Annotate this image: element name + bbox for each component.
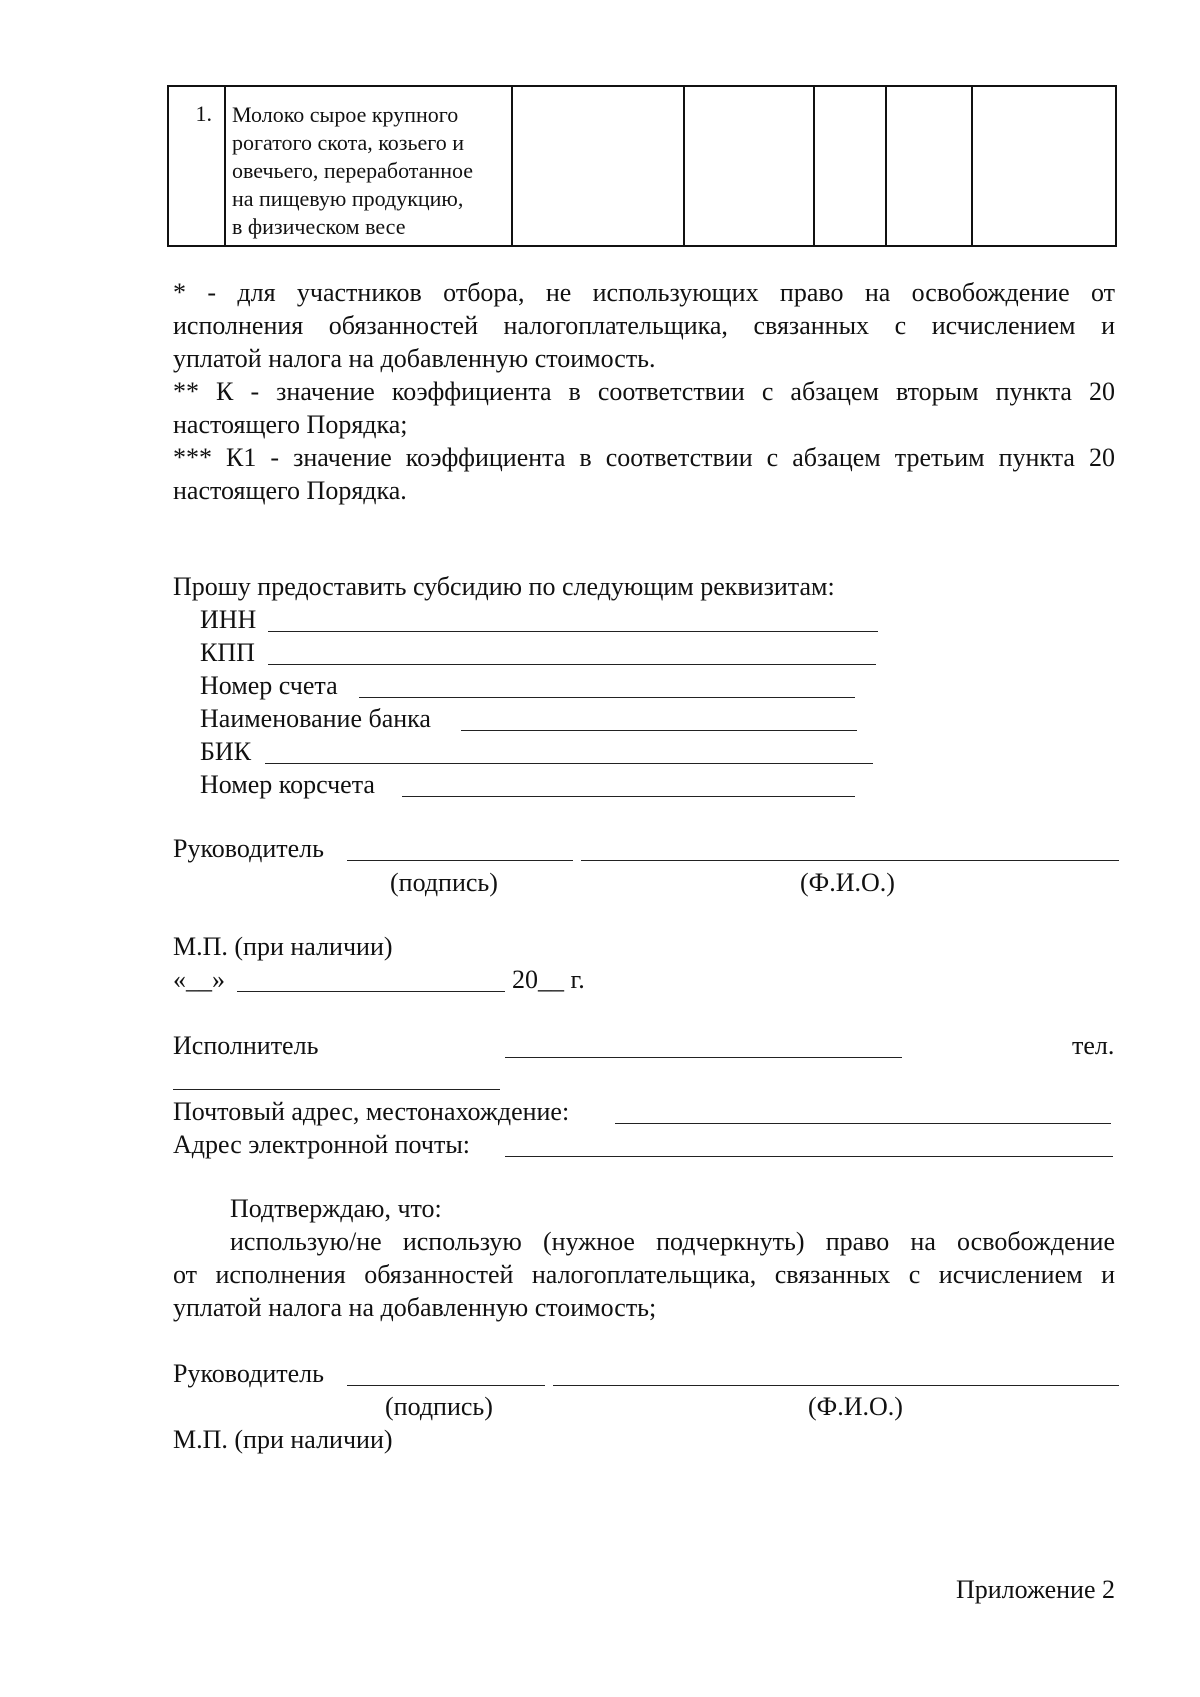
date-month-field[interactable] (237, 991, 505, 992)
row-number: 1. (168, 86, 225, 246)
confirm-line: уплатой налога на добавленную стоимость; (173, 1293, 657, 1322)
corr-account-field[interactable] (402, 796, 855, 797)
product-line: в физическом весе (232, 214, 406, 239)
footnote-star2-line: ** К - значение коэффициента в соответствии с абзацем вторым пункта 20 (173, 377, 1115, 406)
kpp-label: КПП (200, 638, 255, 667)
confirm-title: Подтверждаю, что: (230, 1194, 442, 1223)
executor-label: Исполнитель (173, 1031, 319, 1060)
product-name-cell (225, 86, 512, 246)
inn-field[interactable] (268, 631, 878, 632)
footnote-star1-line: уплатой налога на добавленную стоимость. (173, 344, 656, 373)
inn-label: ИНН (200, 605, 257, 634)
footnote-star1-line: * - для участников отбора, не использующих право на освобождение от (173, 278, 1115, 307)
head-fio-field[interactable] (581, 860, 1119, 861)
kpp-field[interactable] (268, 664, 876, 665)
stamp-label: М.П. (при наличии) (173, 932, 393, 961)
footnote-star3-line: настоящего Порядка. (173, 476, 407, 505)
fio-caption: (Ф.И.О.) (800, 868, 895, 897)
confirm-line: использую/не использую (нужное подчеркнуть) право на освобождение (230, 1227, 1115, 1256)
head-signature-field[interactable] (347, 860, 573, 861)
phone-label: тел. (1072, 1031, 1115, 1060)
footnotes (173, 276, 1115, 507)
date-day: «__» (173, 965, 225, 994)
postal-address-field[interactable] (615, 1123, 1111, 1124)
head-fio-field[interactable] (553, 1385, 1119, 1386)
bank-field[interactable] (461, 730, 857, 731)
signature-caption: (подпись) (390, 868, 498, 897)
table-row (168, 86, 1116, 246)
fio-caption: (Ф.И.О.) (808, 1392, 903, 1421)
confirm-line: от исполнения обязанностей налогоплательщика, связанных с исчислением и (173, 1260, 1115, 1289)
footnote-star2-line: настоящего Порядка; (173, 410, 408, 439)
footnote-star1-line: исполнения обязанностей налогоплательщика, связанных с исчислением и (173, 311, 1115, 340)
email-field[interactable] (505, 1156, 1113, 1157)
requisites-intro: Прошу предоставить субсидию по следующим реквизитам: (173, 572, 835, 601)
date-year: 20__ г. (512, 965, 585, 994)
table-cell[interactable] (512, 86, 684, 246)
table-cell[interactable] (684, 86, 814, 246)
table-cell[interactable] (972, 86, 1116, 246)
head-signature-field[interactable] (347, 1385, 545, 1386)
postal-address-label: Почтовый адрес, местонахождение: (173, 1097, 570, 1126)
confirm-text (173, 1225, 1115, 1324)
product-line: рогатого скота, козьего и (232, 130, 465, 155)
table-cell[interactable] (886, 86, 972, 246)
corr-account-label: Номер корсчета (200, 770, 375, 799)
product-line: на пищевую продукцию, (232, 186, 464, 211)
stamp-label: М.П. (при наличии) (173, 1425, 393, 1454)
product-line: Молоко сырое крупного (232, 102, 459, 127)
product-table (167, 85, 1117, 247)
executor-field[interactable] (505, 1057, 902, 1058)
email-label: Адрес электронной почты: (173, 1130, 471, 1159)
account-field[interactable] (359, 697, 855, 698)
head-label: Руководитель (173, 1359, 324, 1388)
bank-label: Наименование банка (200, 704, 431, 733)
footnote-star3-line: *** К1 - значение коэффициента в соответствии с абзацем третьим пункта 20 (173, 443, 1115, 472)
appendix-label: Приложение 2 (955, 1575, 1115, 1604)
product-line: овечьего, переработанное (232, 158, 474, 183)
head-label: Руководитель (173, 834, 324, 863)
bik-label: БИК (200, 737, 252, 766)
bik-field[interactable] (265, 763, 873, 764)
signature-caption: (подпись) (385, 1392, 493, 1421)
table-cell[interactable] (814, 86, 886, 246)
phone-field[interactable] (173, 1089, 500, 1090)
account-label: Номер счета (200, 671, 338, 700)
